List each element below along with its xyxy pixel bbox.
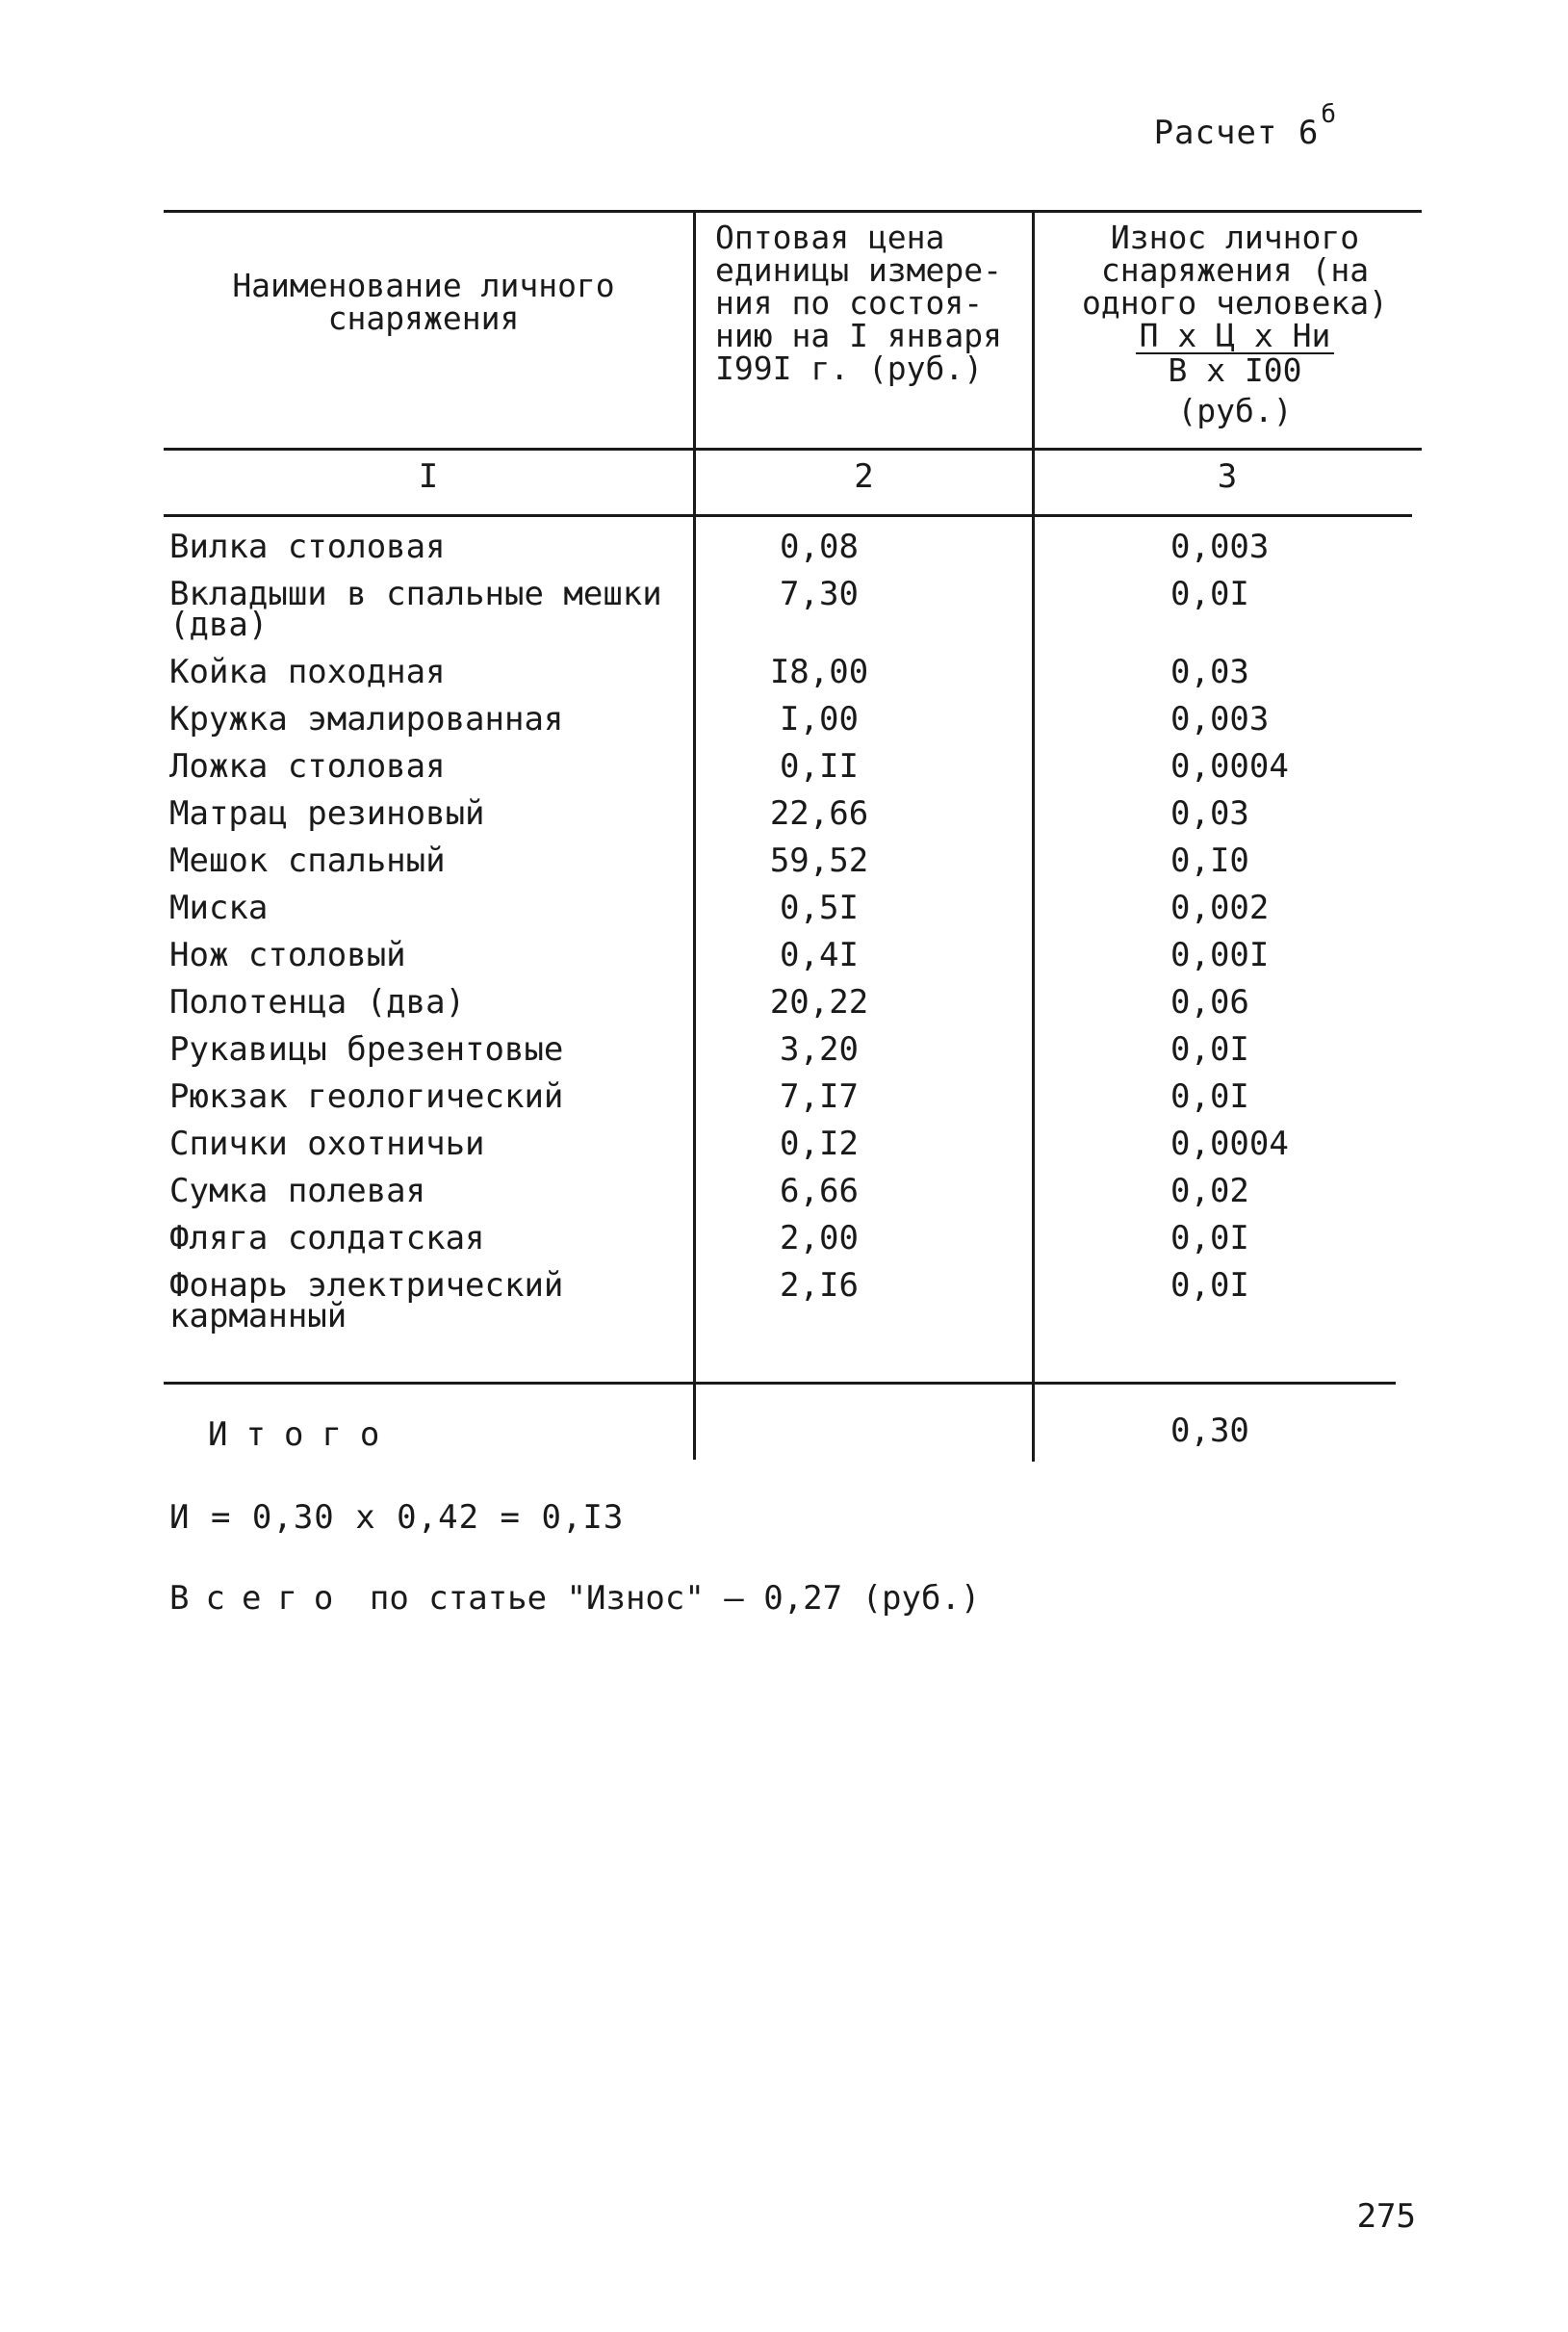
item-price: 0,II: [780, 747, 859, 786]
item-wear: 0,0I: [1170, 1077, 1249, 1116]
item-price: 0,5I: [780, 889, 859, 927]
header-wholesale-price: [715, 221, 1023, 385]
item-wear: 0,03: [1170, 653, 1249, 691]
header-item-name: Наименование личного снаряжения: [232, 267, 615, 337]
table-row: [169, 1077, 1421, 1116]
item-wear: 0,002: [1170, 889, 1270, 927]
item-name: Рюкзак геологический: [169, 1077, 564, 1116]
item-name: Спички охотничьи: [169, 1125, 485, 1163]
colnum-bottom-rule: [164, 514, 1412, 517]
item-name: Полотенца (два): [169, 983, 466, 1022]
item-price: 7,I7: [780, 1077, 859, 1116]
item-wear: 0,0I: [1170, 1266, 1249, 1305]
item-wear: 0,00I: [1170, 936, 1270, 974]
table-row: [169, 1172, 1421, 1210]
wear-unit: (руб.): [1177, 392, 1293, 429]
item-name: Матрац резиновый: [169, 794, 485, 833]
item-price: 0,4I: [780, 936, 859, 974]
item-wear: 0,06: [1170, 983, 1249, 1022]
wear-formula-fraction: [1136, 317, 1335, 389]
body-bottom-rule: [164, 1382, 1396, 1385]
item-price: 0,I2: [780, 1125, 859, 1163]
item-price: 0,08: [780, 528, 859, 566]
column-number-2: 2: [854, 457, 874, 496]
item-wear: 0,0004: [1170, 747, 1289, 786]
item-wear: 0,02: [1170, 1172, 1249, 1210]
page-title: [1153, 100, 1337, 152]
item-name: Сумка полевая: [169, 1172, 426, 1210]
page-title-text: Расчет 6: [1153, 114, 1320, 152]
item-name: Вилка столовая: [169, 528, 446, 566]
item-name: Миска: [169, 889, 269, 927]
wear-formula-denominator: В х I00: [1168, 351, 1302, 389]
item-price: 22,66: [769, 794, 869, 833]
item-name: Койка походная: [169, 653, 446, 691]
table-body: [169, 528, 1421, 1348]
table-row: [169, 889, 1421, 927]
page-title-superscript: б: [1321, 100, 1337, 129]
header-wear: [1052, 221, 1418, 428]
page-number: 275: [1356, 2197, 1416, 2236]
item-name: Рукавицы брезентовые: [169, 1030, 564, 1069]
table-row: [169, 1030, 1421, 1069]
item-price: 20,22: [769, 983, 869, 1022]
summary-text: по статье "Износ" – 0,27 (руб.): [369, 1579, 981, 1618]
item-name: Нож столовый: [169, 936, 406, 974]
item-name: Мешок спальный: [169, 842, 446, 880]
column-number-1: I: [418, 457, 439, 496]
table-row: [169, 1125, 1421, 1163]
item-price: I8,00: [769, 653, 869, 691]
item-wear: 0,I0: [1170, 842, 1249, 880]
table-row: [169, 528, 1421, 566]
item-price: 59,52: [769, 842, 869, 880]
table-top-rule: [164, 210, 1422, 213]
item-price: 7,30: [780, 575, 859, 613]
total-value: 0,30: [1170, 1412, 1249, 1450]
item-name: Кружка эмалированная: [169, 700, 564, 738]
table-row: [169, 794, 1421, 833]
table-row: [169, 936, 1421, 974]
table-row: [169, 1219, 1421, 1257]
item-name: Вкладыши в спальные мешки (два): [169, 575, 662, 644]
item-wear: 0,003: [1170, 700, 1270, 738]
item-price: 2,I6: [780, 1266, 859, 1305]
item-price: 6,66: [780, 1172, 859, 1210]
item-wear: 0,03: [1170, 794, 1249, 833]
item-wear: 0,0004: [1170, 1125, 1289, 1163]
item-wear: 0,003: [1170, 528, 1270, 566]
wear-formula-numerator: П х Ц х Ни: [1136, 320, 1335, 354]
item-wear: 0,0I: [1170, 1030, 1249, 1069]
table-row: [169, 575, 1421, 644]
table-row: [169, 747, 1421, 786]
table-row: [169, 653, 1421, 691]
total-label: Итого: [208, 1415, 398, 1454]
header-bottom-rule: [164, 448, 1422, 451]
header-wholesale-price-text: Оптовая цена единицы измере-ния по состоя-нию на I января I99I г. (руб.): [715, 219, 1003, 387]
wear-formula-result: И = 0,30 х 0,42 = 0,I3: [169, 1498, 625, 1537]
item-wear: 0,0I: [1170, 1219, 1249, 1257]
item-price: I,00: [780, 700, 859, 738]
item-wear: 0,0I: [1170, 575, 1249, 613]
item-name: Ложка столовая: [169, 747, 446, 786]
table-row: [169, 842, 1421, 880]
column-number-3: 3: [1217, 457, 1238, 496]
item-name: Фляга солдатская: [169, 1219, 485, 1257]
item-price: 2,00: [780, 1219, 859, 1257]
table-row: [169, 1266, 1421, 1335]
item-price: 3,20: [780, 1030, 859, 1069]
table-row: [169, 700, 1421, 738]
summary-line: [169, 1579, 980, 1618]
item-name: Фонарь электрический карманный: [169, 1266, 564, 1335]
table-row: [169, 983, 1421, 1022]
summary-prefix: Всего: [169, 1579, 350, 1618]
header-wear-intro: Износ личного снаряжения (на одного человека): [1082, 219, 1388, 322]
